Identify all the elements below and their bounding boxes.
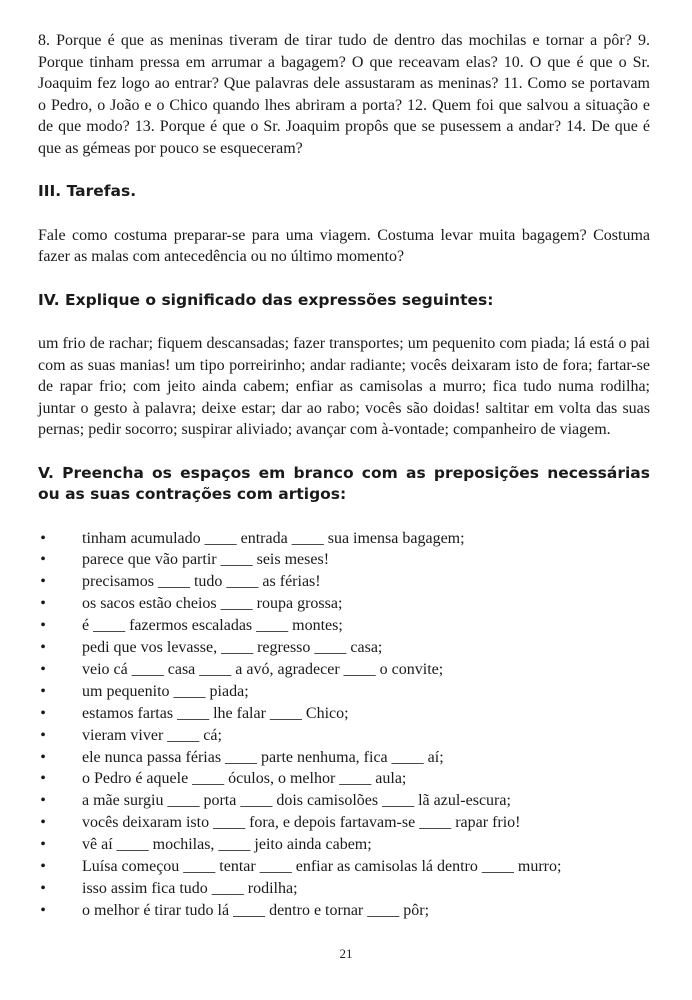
- bullet-icon: •: [40, 901, 46, 919]
- list-item-text: um pequenito ____ piada;: [82, 682, 249, 700]
- list-item-text: tinham acumulado ____ entrada ____ sua imensa bagagem;: [82, 529, 465, 547]
- list-item: [38, 747, 650, 769]
- list-item: [38, 768, 650, 790]
- bullet-icon: •: [40, 814, 46, 832]
- list-item-text: precisamos ____ tudo ____ as férias!: [82, 573, 321, 591]
- bullet-icon: •: [40, 595, 46, 613]
- list-item: [38, 659, 650, 681]
- list-item: [38, 593, 650, 615]
- list-item-text: ele nunca passa férias ____ parte nenhuma, fica ____ aí;: [82, 748, 444, 766]
- bullet-icon: •: [40, 639, 46, 657]
- list-item: [38, 681, 650, 703]
- bullet-icon: •: [40, 770, 46, 788]
- list-item-text: vê aí ____ mochilas, ____ jeito ainda cabem;: [82, 836, 372, 854]
- list-item: [38, 834, 650, 856]
- list-item: [38, 900, 650, 922]
- list-item-text: isso assim fica tudo ____ rodilha;: [82, 880, 298, 897]
- list-item-text: estamos fartas ____ lhe falar ____ Chico;: [82, 704, 349, 722]
- bullet-icon: •: [40, 748, 46, 766]
- list-item-text: o melhor é tirar tudo lá ____ dentro e tornar ____ pôr;: [82, 901, 430, 919]
- bullet-icon: •: [40, 704, 46, 722]
- list-item: [38, 615, 650, 637]
- list-item: [38, 528, 650, 550]
- list-item-text: os sacos estão cheios ____ roupa grossa;: [82, 595, 343, 613]
- bullet-icon: •: [40, 792, 46, 810]
- bullet-icon: •: [40, 858, 46, 876]
- bullet-icon: •: [40, 726, 46, 744]
- bullet-icon: •: [40, 836, 46, 854]
- bullet-icon: •: [40, 529, 46, 547]
- bullet-icon: •: [40, 880, 46, 897]
- list-item-text: Luísa começou ____ tentar ____ enfiar as camisolas lá dentro ____ murro;: [82, 858, 562, 876]
- section-5-heading: V. Preencha os espaços em branco com as preposições necessárias ou as suas contrações com artigos:: [38, 463, 650, 503]
- bullet-icon: •: [40, 682, 46, 700]
- list-item: [38, 812, 650, 834]
- list-item: [38, 725, 650, 747]
- list-item: [38, 549, 650, 571]
- section-4-heading: IV. Explique o significado das expressões seguintes:: [38, 290, 494, 309]
- page-number: 21: [339, 946, 353, 961]
- list-item-text: parece que vão partir ____ seis meses!: [82, 551, 330, 569]
- list-item: [38, 856, 650, 878]
- list-item: [38, 703, 650, 725]
- document-page: [38, 30, 650, 922]
- list-item-text: vieram viver ____ cá;: [82, 726, 222, 744]
- bullet-icon: •: [40, 660, 46, 678]
- list-item: [38, 637, 650, 659]
- fill-in-blank-list: [38, 528, 650, 922]
- list-item-text: pedi que vos levasse, ____ regresso ____ casa;: [82, 639, 383, 657]
- list-item-text: vocês deixaram isto ____ fora, e depois fartavam-se ____ rapar frio!: [82, 814, 521, 832]
- list-item: [38, 878, 650, 900]
- section-3-text: Fale como costuma preparar-se para uma viagem. Costuma levar muita bagagem? Costuma fazer as malas com antecedência ou no último momento?: [38, 226, 650, 265]
- list-item-text: veio cá ____ casa ____ a avó, agradecer ____ o convite;: [82, 660, 444, 678]
- section-4-text: um frio de rachar; fiquem descansadas; fazer transportes; um pequenito com piada; lá está o pai com as suas manias! um tipo porreirinho; andar radiante; vocês deixaram isto de fora; fartar-se de rapar frio; com jeito ainda cabem; enfiar as camisolas a murro; fica tudo numa rodilha; juntar o gesto à palavra; deixe estar; dar ao rabo; vocês são doidas! saltitar em volta das suas pernas; pedir socorro; suspirar aliviado; avançar com à-vontade; companheiro de viagem.: [38, 335, 650, 438]
- bullet-icon: •: [40, 551, 46, 569]
- section-3-heading: III. Tarefas.: [38, 182, 137, 200]
- list-item-text: a mãe surgiu ____ porta ____ dois camisolões ____ lã azul-escura;: [82, 792, 511, 810]
- list-item: [38, 790, 650, 812]
- list-item: [38, 571, 650, 593]
- questions-paragraph: 8. Porque é que as meninas tiveram de tirar tudo de dentro das mochilas e tornar a pôr? 9. Porque tinham pressa em arrumar a bagagem? O que receavam elas? 10. O que é que o Sr. Joaquim fez logo ao entrar? Que palavras dele assustaram as meninas? 11. Como se portavam o Pedro, o João e o Chico quando lhes abriram a porta? 12. Quem foi que salvou a situação e de que modo? 13. Porque é que o Sr. Joaquim propôs que se pusessem a andar? 14. De que é que as gémeas por pouco se esqueceram?: [38, 32, 650, 157]
- list-item-text: é ____ fazermos escaladas ____ montes;: [82, 617, 343, 635]
- bullet-icon: •: [40, 617, 46, 635]
- bullet-icon: •: [40, 573, 46, 591]
- list-item-text: o Pedro é aquele ____ óculos, o melhor ____ aula;: [82, 770, 407, 788]
